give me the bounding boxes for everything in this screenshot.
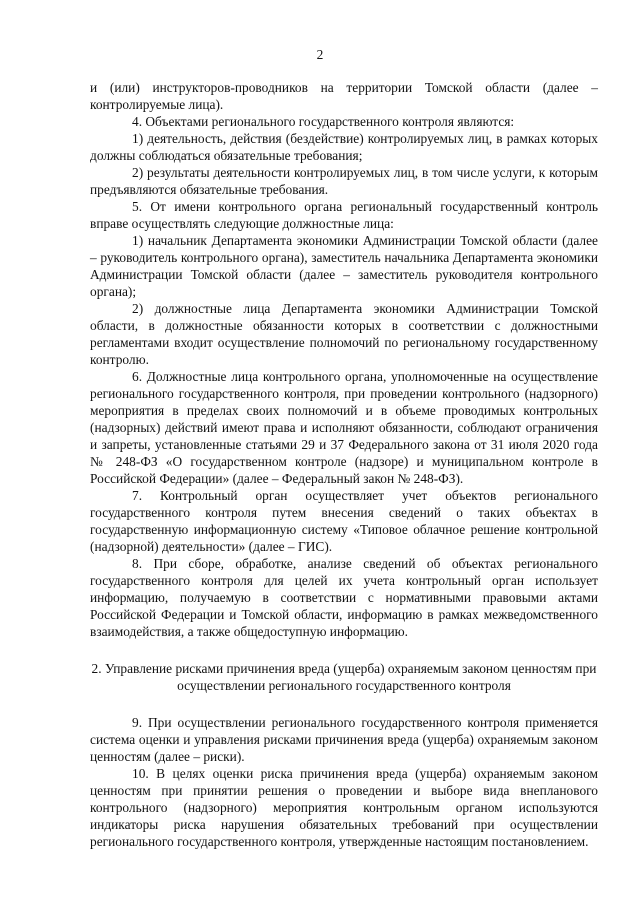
paragraph-6: 6. Должностные лица контрольного органа, уполномоченные на осуществление регионального государственного контроля, при проведении контрольного (надзорного) мероприятия в пределах своих полномочий и в объеме проводимых контрольных (надзорных) действий имеют права и исполняют обязанности, соблюдают ограничения и запреты, установленные статьями 29 и 37 Федерального закона от 31 июля 2020 года № 248-ФЗ «О государственном контроле (надзоре) и муниципальном контроле в Российской Федерации» (далее – Федеральный закон № 248-ФЗ).	[90, 369, 598, 486]
paragraph-8: 8. При сборе, обработке, анализе сведений об объектах регионального государственного контроля для целей их учета контрольный орган использует информацию, получаемую в соответствии с нормативными правовыми актами Российской Федерации и Томской области, информацию в рамках межведомственного взаимодействия, а также общедоступную информацию.	[90, 556, 598, 639]
paragraph-5-item-1: 1) начальник Департамента экономики Администрации Томской области (далее – руководитель контрольного органа), заместитель начальника Департамента экономики Администрации Томской области (далее – заместитель руководителя контрольного органа);	[90, 233, 598, 299]
paragraph-5-item-2: 2) должностные лица Департамента экономики Администрации Томской области, в должностные обязанности которых в соответствии с должностными регламентами входит осуществление полномочий по региональному государственному контролю.	[90, 301, 598, 367]
paragraph-continuation: и (или) инструкторов-проводников на территории Томской области (далее – контролируемые лица).	[90, 80, 598, 112]
paragraph-10: 10. В целях оценки риска причинения вреда (ущерба) охраняемым законом ценностям при принятии решения о проведении и выборе вида внепланового контрольного (надзорного) мероприятия контрольным органом используются индикаторы риска нарушения обязательных требований при осуществлении регионального государственного контроля, утвержденные настоящим постановлением.	[90, 766, 598, 849]
paragraph-4-item-1: 1) деятельность, действия (бездействие) контролируемых лиц, в рамках которых должны соблюдаться обязательные требования;	[90, 131, 598, 163]
paragraph-4: 4. Объектами регионального государственного контроля являются:	[132, 114, 515, 129]
page-number: 2	[316, 47, 324, 62]
paragraph-5: 5. От имени контрольного органа региональный государственный контроль вправе осуществлять следующие должностные лица:	[90, 199, 598, 231]
section-heading: 2. Управление рисками причинения вреда (ущерба) охраняемым законом ценностям при осуществлении регионального государственного контроля	[91, 661, 597, 693]
paragraph-4-item-2: 2) результаты деятельности контролируемых лиц, в том числе услуги, к которым предъявляются обязательные требования.	[90, 165, 598, 197]
document-body	[90, 79, 598, 850]
paragraph-9: 9. При осуществлении регионального государственного контроля применяется система оценки и управления рисками причинения вреда (ущерба) охраняемым законом ценностям (далее – риски).	[90, 715, 598, 764]
paragraph-7: 7. Контрольный орган осуществляет учет объектов регионального государственного контроля путем внесения сведений о таких объектах в государственную информационную систему «Типовое облачное решение контрольной (надзорной) деятельности» (далее – ГИС).	[90, 488, 598, 554]
